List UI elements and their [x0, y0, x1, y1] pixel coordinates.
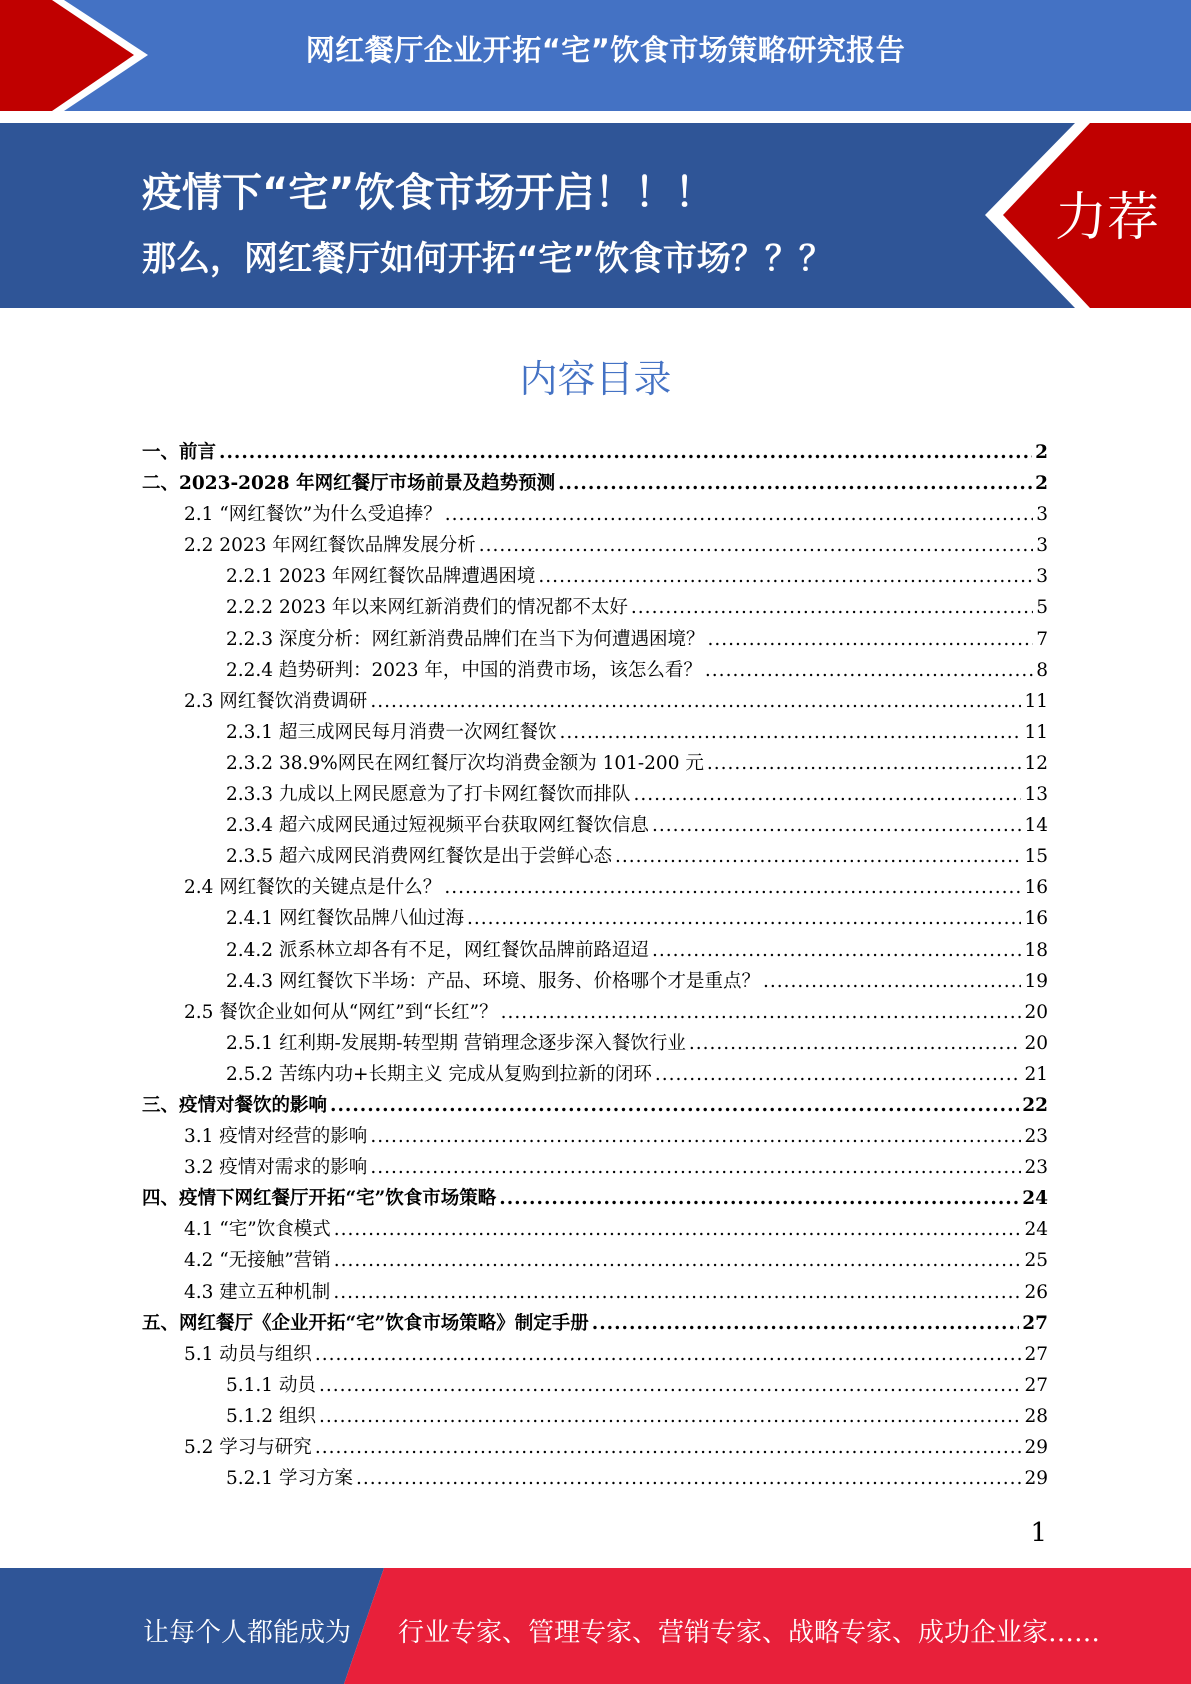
toc-entry[interactable]	[142, 1029, 1048, 1060]
toc-entry-page: 15	[1024, 846, 1048, 868]
toc-entry-page: 29	[1024, 1437, 1048, 1458]
toc-dot-leader	[333, 1282, 1021, 1303]
toc-entry-label: 三、疫情对餐饮的影响	[142, 1094, 328, 1116]
toc-entry-label: 5.2.1 学习方案	[226, 1468, 353, 1490]
toc-entry[interactable]	[142, 1122, 1048, 1153]
toc-entry[interactable]	[142, 1309, 1048, 1340]
toc-entry-label: 5.1.1 动员	[226, 1374, 316, 1396]
toc-entry-label: 2.5.2 苦练内功+长期主义 完成从复购到拉新的闭环	[226, 1063, 652, 1085]
toc-entry-label: 2.3.1 超三成网民每月消费一次网红餐饮	[226, 721, 557, 743]
toc-entry-label: 3.2 疫情对需求的影响	[184, 1157, 368, 1179]
toc-dot-leader	[445, 504, 1034, 525]
toc-dot-leader	[501, 1002, 1022, 1023]
toc-entry-page: 3	[1036, 504, 1048, 526]
toc-entry-page: 27	[1022, 1312, 1048, 1334]
toc-dot-leader	[467, 908, 1021, 929]
toc-entry-page: 12	[1024, 752, 1048, 774]
toc-entry-page: 23	[1024, 1157, 1048, 1179]
toc-dot-leader	[633, 784, 1021, 805]
toc-entry-label: 一、前言	[142, 442, 217, 463]
toc-entry-page: 13	[1024, 784, 1048, 806]
toc-entry[interactable]	[142, 1153, 1048, 1184]
toc-entry[interactable]	[142, 687, 1048, 718]
toc-entry[interactable]	[142, 562, 1048, 593]
toc-entry-page: 16	[1024, 908, 1048, 930]
hero-headline: 疫情下“宅”饮食市场开启！！！	[142, 170, 715, 216]
toc-entry[interactable]	[142, 873, 1048, 904]
toc-dot-leader	[655, 1064, 1022, 1085]
toc-entry-page: 28	[1024, 1405, 1048, 1427]
toc-entry-page: 20	[1024, 1032, 1048, 1054]
toc-entry-page: 3	[1036, 535, 1048, 557]
toc-entry-label: 5.1.2 组织	[226, 1405, 316, 1427]
toc-entry-label: 2.4.2 派系林立却各有不足，网红餐饮品牌前路迢迢	[226, 939, 649, 961]
toc-entry[interactable]	[142, 1371, 1048, 1402]
toc-entry-label: 2.5.1 红利期-发展期-转型期 营销理念逐步深入餐饮行业	[226, 1032, 686, 1054]
hero-banner	[0, 123, 1191, 308]
toc-entry-label: 2.4 网红餐饮的关键点是什么？	[184, 877, 442, 899]
toc-entry[interactable]	[142, 1215, 1048, 1246]
footer-slogan-right: 行业专家、管理专家、营销专家、战略专家、成功企业家……	[398, 1618, 1101, 1648]
top-banner	[0, 0, 1191, 111]
toc-entry-page: 19	[1024, 970, 1048, 992]
toc-dot-leader	[315, 1437, 1022, 1458]
toc-entry-label: 2.3.3 九成以上网民愿意为了打卡网红餐饮而排队	[226, 784, 631, 806]
toc-entry-label: 2.5 餐饮企业如何从“网红”到“长红”？	[184, 1001, 498, 1023]
toc-entry-label: 2.2.2 2023 年以来网红新消费们的情况都不太好	[226, 597, 628, 619]
toc-entry-label: 2.4.3 网红餐饮下半场：产品、环境、服务、价格哪个才是重点？	[226, 970, 760, 992]
toc-entry-page: 8	[1036, 659, 1048, 681]
toc-entry[interactable]	[142, 1402, 1048, 1433]
toc-entry-label: 5.1 动员与组织	[184, 1343, 312, 1365]
toc-entry-page: 18	[1024, 939, 1048, 961]
toc-entry-label: 2.3.2 38.9%网民在网红餐厅次均消费金额为 101-200 元	[226, 752, 704, 774]
toc-entry-page: 27	[1024, 1343, 1048, 1365]
toc-entry[interactable]	[142, 780, 1048, 811]
toc-entry-page: 29	[1024, 1468, 1048, 1490]
toc-dot-leader	[707, 753, 1022, 774]
toc-entry-label: 4.2 “无接触”营销	[184, 1250, 331, 1272]
toc-entry-page: 20	[1024, 1001, 1048, 1023]
toc-dot-leader	[558, 473, 1032, 494]
toc-dot-leader	[592, 1313, 1019, 1334]
toc-dot-leader	[334, 1250, 1022, 1271]
toc-entry[interactable]	[142, 842, 1048, 873]
toc-entry-page: 23	[1024, 1126, 1048, 1148]
toc-entry[interactable]	[142, 469, 1048, 500]
toc-entry-page: 16	[1024, 877, 1048, 899]
toc-dot-leader	[334, 1219, 1022, 1240]
toc-dot-leader	[652, 940, 1021, 961]
toc-entry-page: 25	[1024, 1250, 1048, 1272]
toc-entry[interactable]	[142, 1060, 1048, 1091]
toc-entry[interactable]	[142, 1091, 1048, 1122]
toc-entry[interactable]	[142, 967, 1048, 998]
toc-entry-page: 22	[1022, 1094, 1048, 1116]
toc-entry[interactable]	[142, 656, 1048, 687]
toc-dot-leader	[763, 971, 1021, 992]
toc-entry[interactable]	[142, 1278, 1048, 1309]
toc-dot-leader	[315, 1344, 1022, 1365]
toc-dot-leader	[559, 722, 1021, 743]
toc-entry-page: 11	[1024, 690, 1048, 712]
toc-entry[interactable]	[142, 593, 1048, 624]
toc-dot-leader	[538, 566, 1033, 587]
toc-entry-label: 2.4.1 网红餐饮品牌八仙过海	[226, 908, 464, 930]
toc-dot-leader	[370, 1157, 1021, 1178]
toc-entry-page: 24	[1022, 1188, 1048, 1210]
toc-dot-leader	[631, 597, 1033, 618]
toc-entry-page: 27	[1024, 1374, 1048, 1396]
toc-entry-page: 5	[1036, 597, 1048, 619]
toc-entry-label: 2.2.1 2023 年网红餐饮品牌遭遇困境	[226, 566, 536, 588]
toc-dot-leader	[615, 846, 1021, 867]
toc-dot-leader	[370, 691, 1021, 712]
toc-entry[interactable]	[142, 625, 1048, 656]
toc-entry-label: 2.2.3 深度分析：网红新消费品牌们在当下为何遭遇困境？	[226, 628, 705, 650]
toc-entry-label: 二、2023-2028 年网红餐厅市场前景及趋势预测	[142, 473, 556, 495]
toc-entry-page: 26	[1024, 1281, 1048, 1303]
table-of-contents	[142, 438, 1048, 1495]
toc-entry-label: 2.2.4 趋势研判：2023 年，中国的消费市场，该怎么看？	[226, 659, 702, 681]
footer-banner	[0, 1568, 1191, 1684]
toc-entry[interactable]	[142, 936, 1048, 967]
toc-dot-leader	[499, 1188, 1019, 1209]
toc-dot-leader	[479, 535, 1033, 556]
toc-dot-leader	[370, 1126, 1021, 1147]
toc-entry-page: 7	[1036, 628, 1048, 650]
toc-entry-label: 2.3.4 超六成网民通过短视频平台获取网红餐饮信息	[226, 815, 649, 837]
toc-dot-leader	[707, 629, 1033, 650]
toc-entry-label: 2.3 网红餐饮消费调研	[184, 690, 368, 712]
toc-entry[interactable]	[142, 811, 1048, 842]
hero-subheadline: 那么，网红餐厅如何开拓“宅”饮食市场？？？	[142, 239, 833, 279]
toc-entry[interactable]	[142, 438, 1048, 469]
toc-entry-label: 4.3 建立五种机制	[184, 1281, 331, 1303]
toc-dot-leader	[705, 660, 1033, 681]
toc-entry[interactable]	[142, 998, 1048, 1029]
toc-entry[interactable]	[142, 500, 1048, 531]
toc-entry[interactable]	[142, 904, 1048, 935]
toc-dot-leader	[319, 1375, 1022, 1396]
toc-entry-page: 2	[1035, 473, 1048, 495]
toc-dot-leader	[219, 442, 1032, 463]
toc-entry-page: 11	[1024, 721, 1048, 743]
toc-entry-page: 21	[1024, 1063, 1048, 1085]
toc-dot-leader	[652, 815, 1021, 836]
toc-entry[interactable]	[142, 749, 1048, 780]
toc-entry-label: 5.2 学习与研究	[184, 1437, 312, 1458]
toc-dot-leader	[319, 1406, 1022, 1427]
toc-dot-leader	[689, 1033, 1022, 1054]
toc-entry[interactable]	[142, 1464, 1048, 1495]
toc-dot-leader	[330, 1095, 1019, 1116]
toc-entry[interactable]	[142, 531, 1048, 562]
toc-dot-leader	[356, 1468, 1022, 1489]
report-title: 网红餐厅企业开拓“宅”饮食市场策略研究报告	[305, 33, 906, 67]
toc-entry-label: 四、疫情下网红餐厅开拓“宅”饮食市场策略	[142, 1188, 497, 1210]
toc-entry-page: 2	[1035, 442, 1048, 463]
toc-entry[interactable]	[142, 1246, 1048, 1277]
toc-entry-label: 五、网红餐厅《企业开拓“宅”饮食市场策略》制定手册	[142, 1312, 589, 1334]
toc-dot-leader	[444, 877, 1021, 898]
toc-entry[interactable]	[142, 718, 1048, 749]
toc-entry[interactable]	[142, 1340, 1048, 1371]
toc-entry-page: 14	[1024, 815, 1048, 837]
toc-entry-label: 2.2 2023 年网红餐饮品牌发展分析	[184, 535, 476, 557]
toc-entry-page: 24	[1024, 1219, 1048, 1241]
toc-entry-label: 4.1 “宅”饮食模式	[184, 1219, 331, 1241]
toc-entry-page: 3	[1036, 566, 1048, 588]
toc-entry-label: 3.1 疫情对经营的影响	[184, 1126, 368, 1148]
toc-title: 内容目录	[519, 357, 672, 401]
recommend-badge: 力荐	[1055, 188, 1160, 248]
page-number: 1	[1030, 1518, 1047, 1548]
toc-entry-label: 2.1 “网红餐饮”为什么受追捧？	[184, 504, 442, 526]
footer-slogan-left: 让每个人都能成为	[143, 1618, 352, 1648]
toc-entry[interactable]	[142, 1184, 1048, 1215]
toc-entry[interactable]	[142, 1433, 1048, 1464]
toc-entry-label: 2.3.5 超六成网民消费网红餐饮是出于尝鲜心态	[226, 846, 612, 868]
